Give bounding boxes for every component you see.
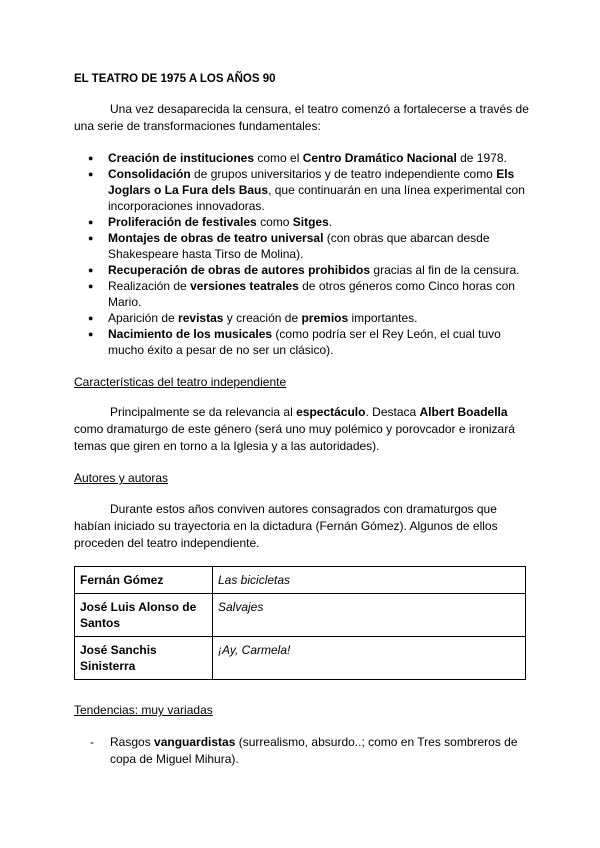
text: . Destaca — [365, 405, 420, 419]
text: de grupos universitarios y de teatro independiente como — [190, 167, 497, 181]
text: Durante estos años conviven autores consagrados con dramaturgos que habían iniciado su trayectoria en la dictadura (Fernán Gómez). Algunos de ellos proceden del teatro independiente. — [74, 502, 498, 550]
list-item — [74, 150, 534, 166]
bold-text: Nacimiento de los musicales — [108, 327, 273, 341]
text: . — [328, 215, 333, 229]
text: Rasgos — [110, 735, 155, 749]
text: y creación de — [223, 311, 302, 325]
list-item — [74, 734, 534, 768]
text: como el — [254, 151, 303, 165]
document-title: EL TEATRO DE 1975 A LOS AÑOS 90 — [74, 73, 276, 85]
tendencies-heading: Tendencias: muy variadas — [74, 703, 213, 717]
table-row — [75, 594, 526, 637]
independent-theatre-paragraph — [74, 404, 530, 455]
work-title: ¡Ay, Carmela! — [213, 637, 526, 680]
table-row — [75, 637, 526, 680]
bold-text: revistas — [178, 311, 224, 325]
bold-text: Proliferación de festivales — [108, 215, 257, 229]
bold-text: premios — [301, 311, 349, 325]
text: Realización de — [108, 279, 191, 293]
work-title: Salvajes — [213, 594, 526, 637]
tendencies-list — [74, 734, 534, 768]
bold-text: versiones teatrales — [190, 279, 299, 293]
bold-text: Sitges — [292, 215, 329, 229]
bold-text: espectáculo — [296, 405, 366, 419]
bold-text: Albert Boadella — [419, 405, 508, 419]
text: gracias al fin de la censura. — [370, 263, 520, 277]
work-title: Las bicicletas — [213, 567, 526, 594]
intro-paragraph — [74, 101, 530, 135]
text: de 1978. — [456, 151, 507, 165]
list-item — [74, 262, 534, 278]
text: , que continuarán en una línea experimental con incorporaciones innovadoras. — [108, 183, 525, 213]
author-name: José Sanchis Sinisterra — [75, 637, 213, 680]
bold-text: vanguardistas — [154, 735, 236, 749]
text: de otros géneros como Cinco horas con Mario. — [108, 279, 515, 309]
text: Principalmente se da relevancia al — [110, 405, 297, 419]
list-item — [74, 166, 534, 214]
table-row — [75, 567, 526, 594]
text: (con obras que abarcan desde Shakespeare hasta Tirso de Molina). — [108, 231, 490, 261]
bold-text: Creación de instituciones — [108, 151, 255, 165]
list-item — [74, 230, 534, 262]
bold-text: Montajes de obras de teatro universal — [108, 231, 324, 245]
transformations-list — [74, 150, 534, 358]
text: Aparición de — [108, 311, 179, 325]
bold-text: Els Joglars o La Fura dels Baus — [108, 167, 515, 197]
list-item — [74, 326, 534, 358]
independent-theatre-heading: Características del teatro independiente — [74, 375, 287, 389]
list-item — [74, 214, 534, 230]
text: como dramaturgo de este género (será uno muy polémico y porovcador e ironizará temas que giren en torno a la Iglesia y a las autoridades). — [74, 422, 515, 453]
bold-text: Recuperación de obras de autores prohibidos — [108, 263, 371, 277]
list-item — [74, 310, 534, 326]
bold-text: Consolidación — [108, 167, 191, 181]
text: importantes. — [348, 311, 418, 325]
intro-text: Una vez desaparecida la censura, el teatro comenzó a fortalecerse a través de una serie de transformaciones fundamentales: — [74, 102, 529, 133]
text: (surrealismo, absurdo..; como en Tres sombreros de copa de Miguel Mihura). — [110, 735, 518, 766]
authors-heading: Autores y autoras — [74, 471, 169, 485]
authors-paragraph — [74, 501, 530, 552]
author-name: José Luis Alonso de Santos — [75, 594, 213, 637]
text: como — [256, 215, 293, 229]
bold-text: Centro Dramático Nacional — [302, 151, 457, 165]
text: (como podría ser el Rey León, el cual tuvo mucho éxito a pesar de no ser un clásico). — [108, 327, 501, 357]
list-item — [74, 278, 534, 310]
authors-table — [74, 566, 526, 680]
author-name: Fernán Gómez — [75, 567, 213, 594]
